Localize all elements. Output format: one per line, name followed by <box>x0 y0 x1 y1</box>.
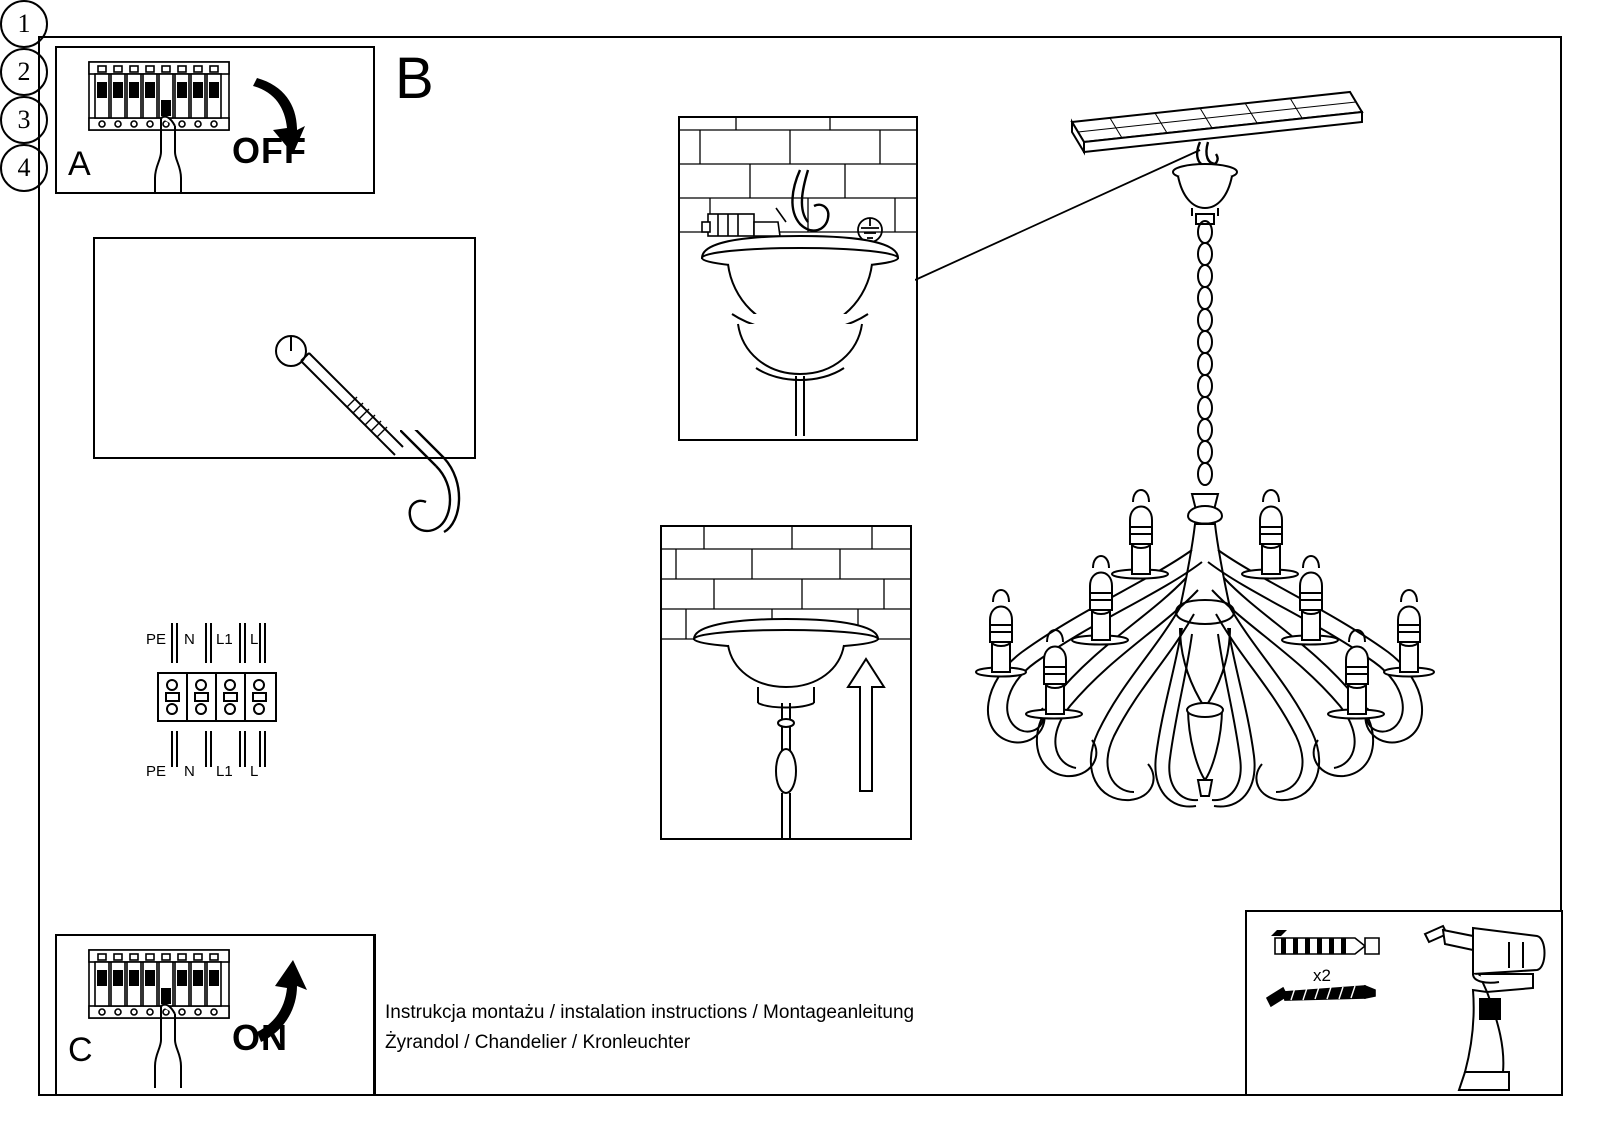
wire-label-l1-top: L1 <box>216 631 233 648</box>
wire-label-n-bottom: N <box>184 763 195 780</box>
panel-step-4-hang-chain <box>660 525 912 840</box>
caption-divider <box>374 934 376 1096</box>
panel-step-3-ceiling-connection <box>678 116 918 441</box>
panel-c-switch-on <box>55 934 375 1096</box>
step-4-number: 4 <box>0 144 48 192</box>
ceiling-connection-illustration <box>680 118 916 439</box>
hook-tail <box>400 430 580 570</box>
wire-label-pe-bottom: PE <box>146 763 167 780</box>
panel-c-on-label: ON <box>232 1017 288 1058</box>
caption-line-1: Instrukcja montażu / instalation instructions / Montageanleitung <box>385 1002 915 1023</box>
wiring-terminal-diagram <box>140 615 440 800</box>
panel-a-letter: A <box>68 145 91 183</box>
wire-label-pe-top: PE <box>146 631 167 648</box>
panel-a-off-label: OFF <box>232 130 307 171</box>
panel-a-switch-off <box>55 46 375 194</box>
breaker-on-illustration <box>57 936 373 1094</box>
wire-label-l1-bottom: L1 <box>216 763 233 780</box>
wire-label-l-top: L <box>250 631 259 648</box>
step-1-number: 1 <box>0 0 48 48</box>
caption-block <box>385 998 1025 1058</box>
panel-b-letter: B <box>395 46 434 111</box>
hardware-quantity-label: x2 <box>1313 966 1331 985</box>
hardware-illustration <box>1247 912 1561 1094</box>
breaker-off-illustration <box>57 48 373 192</box>
wire-label-l-bottom: L <box>250 763 259 780</box>
hang-chain-illustration <box>662 527 910 838</box>
panel-step-1-hook <box>93 237 476 459</box>
panel-c-letter: C <box>68 1031 93 1069</box>
chandelier-assembly-illustration <box>930 80 1570 870</box>
hook-illustration <box>95 239 474 457</box>
panel-hardware-tools <box>1245 910 1563 1096</box>
caption-line-2: Żyrandol / Chandelier / Kronleuchter <box>385 1032 691 1053</box>
wire-label-n-top: N <box>184 631 195 648</box>
step-2-number: 2 <box>0 48 48 96</box>
step-3-number: 3 <box>0 96 48 144</box>
